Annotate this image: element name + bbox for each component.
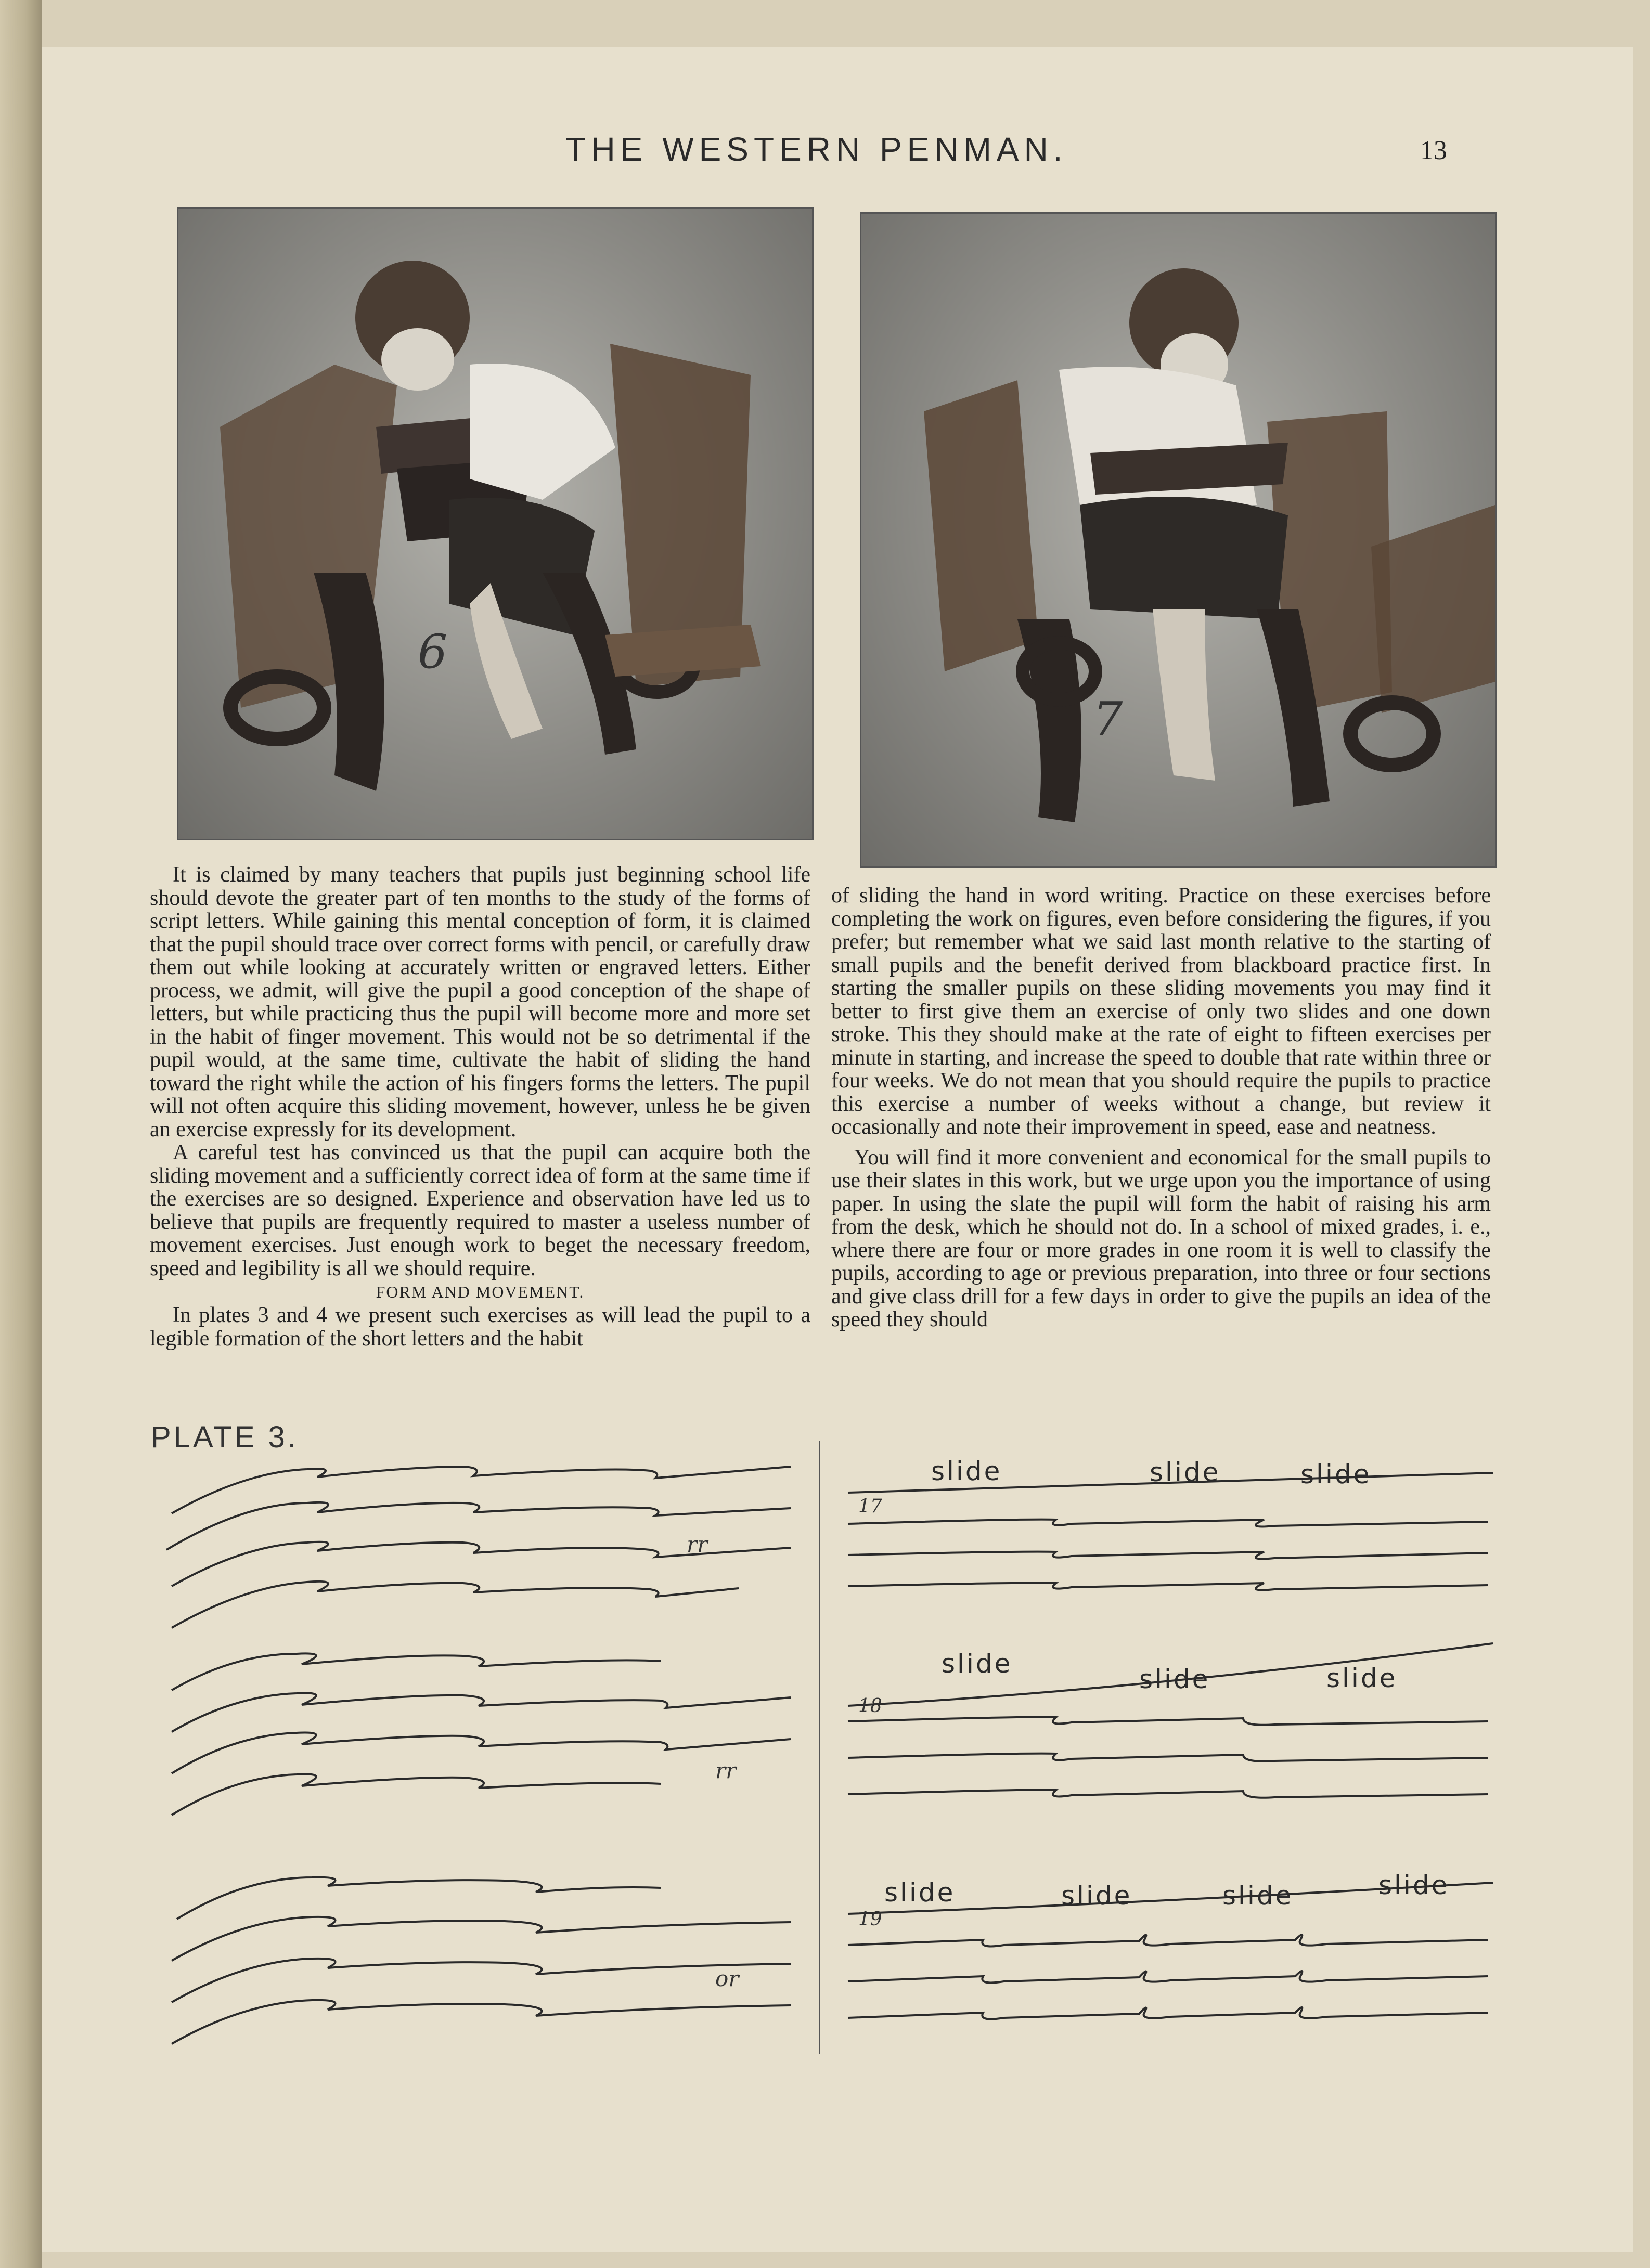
slide-word: slide — [884, 1877, 956, 1908]
exercise-number-19: 19 — [858, 1909, 882, 1930]
paragraph-5: You will find it more convenient and economical for the small pupils to use their slates in this work, but we urge upon you the importance of using paper. In using the slate the pupil will form the habit of raising his arm from the desk, which he should not do. In a school of mixed grades, i. e., where there are four or more grades in one room it is well to classify the pupils, according to age or previous preparation, into three or four sections and give class drill for a few days in order to give the pupils an idea of the speed they should — [831, 1145, 1491, 1331]
slide-word: slide — [1061, 1881, 1132, 1911]
sliding-exercise-drawing — [140, 1446, 811, 2059]
slide-word: slide — [1326, 1663, 1398, 1693]
plate-annotation-or: or — [715, 1966, 739, 1991]
exercise-number-18: 18 — [858, 1695, 882, 1717]
slide-word: slide — [1139, 1664, 1210, 1694]
slide-word: slide — [1222, 1881, 1294, 1911]
plate-annotation-rr-2: rr — [715, 1758, 737, 1783]
page-number: 13 — [1420, 136, 1447, 165]
paragraph-3: In plates 3 and 4 we present such exercises as will lead the pupil to a legible formation of the short letters and the habit — [150, 1303, 810, 1351]
slide-word: slide — [1378, 1870, 1450, 1900]
paragraph-1: It is claimed by many teachers that pupils just beginning school life should devote the greater part of ten months to the study of the forms of script letters. While gaining this mental conception of form, it is claimed that the pupil should trace over correct forms with pencil, or carefully draw them out while looking at accurately written or engraved letters. Either process, we admit, will give the pupil a good conception of the shape of letters, but while practicing thus the pupil will become more and more set in the habit of finger movement. This would not be so detrimental if the pupil would, at the same time, cultivate the habit of sliding the hand toward the right while the action of his fingers forms the letters. The pupil will not often acquire this sliding movement, however, unless he be given an exercise expressly for its development. — [150, 863, 810, 1142]
plate-3-left-exercises — [140, 1446, 811, 2059]
exercise-group-2 — [172, 1653, 791, 1815]
figure-6-label: 6 — [418, 625, 448, 679]
section-heading: FORM AND MOVEMENT. — [376, 1282, 585, 1301]
book-spine — [0, 0, 42, 2268]
exercise-group-3 — [172, 1877, 791, 2044]
photo-7-illustration — [861, 214, 1495, 866]
slide-word: slide — [1150, 1457, 1221, 1487]
plate-label: PLATE 3. — [151, 1420, 299, 1454]
photo-6-illustration — [178, 209, 812, 839]
paragraph-4: of sliding the hand in word writing. Practice on these exercises before completing the work on figures, even before considering the figures, if you prefer; but remember what we said last month relative to the starting of small pupils and the benefit derived from blackboard practice first. In starting the smaller pupils on these sliding movements you may find it better to first give them an exercise of only two slides and one down stroke. This they should make at the rate of eight to fifteen exercises per minute in starting, and increase the speed to double that rate within three or four weeks. We do not mean that you should require the pupils to practice this exercise a number of weeks without a change, but review it occasionally and note their improvement in speed, ease and neatness. — [831, 884, 1491, 1139]
slide-word: slide — [931, 1456, 1002, 1486]
slide-exercise-drawing — [827, 1446, 1503, 2059]
photo-figure-7 — [860, 212, 1497, 868]
slide-word: slide — [1300, 1459, 1372, 1489]
exercise-17-lines — [848, 1473, 1493, 1590]
paragraph-2: A careful test has convinced us that the pupil can acquire both the sliding movement and a sufficiently correct idea of form at the same time if the exercises are so designed. Experience and observation have led us to believe that pupils are frequently required to master a useless number of movement exercises. Just enough work to beget the necessary freedom, speed and legibility is all we should require. — [150, 1141, 810, 1280]
slide-word: slide — [942, 1649, 1013, 1679]
plate-divider — [819, 1441, 820, 2054]
page-header-title: THE WESTERN PENMAN. — [565, 131, 1068, 168]
photo-figure-6 — [177, 207, 814, 840]
plate-annotation-rr-1: rr — [687, 1532, 708, 1557]
article-column-left — [150, 863, 810, 1350]
article-column-right — [831, 884, 1491, 1331]
figure-7-label: 7 — [1093, 692, 1123, 747]
plate-3-right-exercises — [827, 1446, 1503, 2059]
exercise-number-17: 17 — [858, 1496, 882, 1517]
